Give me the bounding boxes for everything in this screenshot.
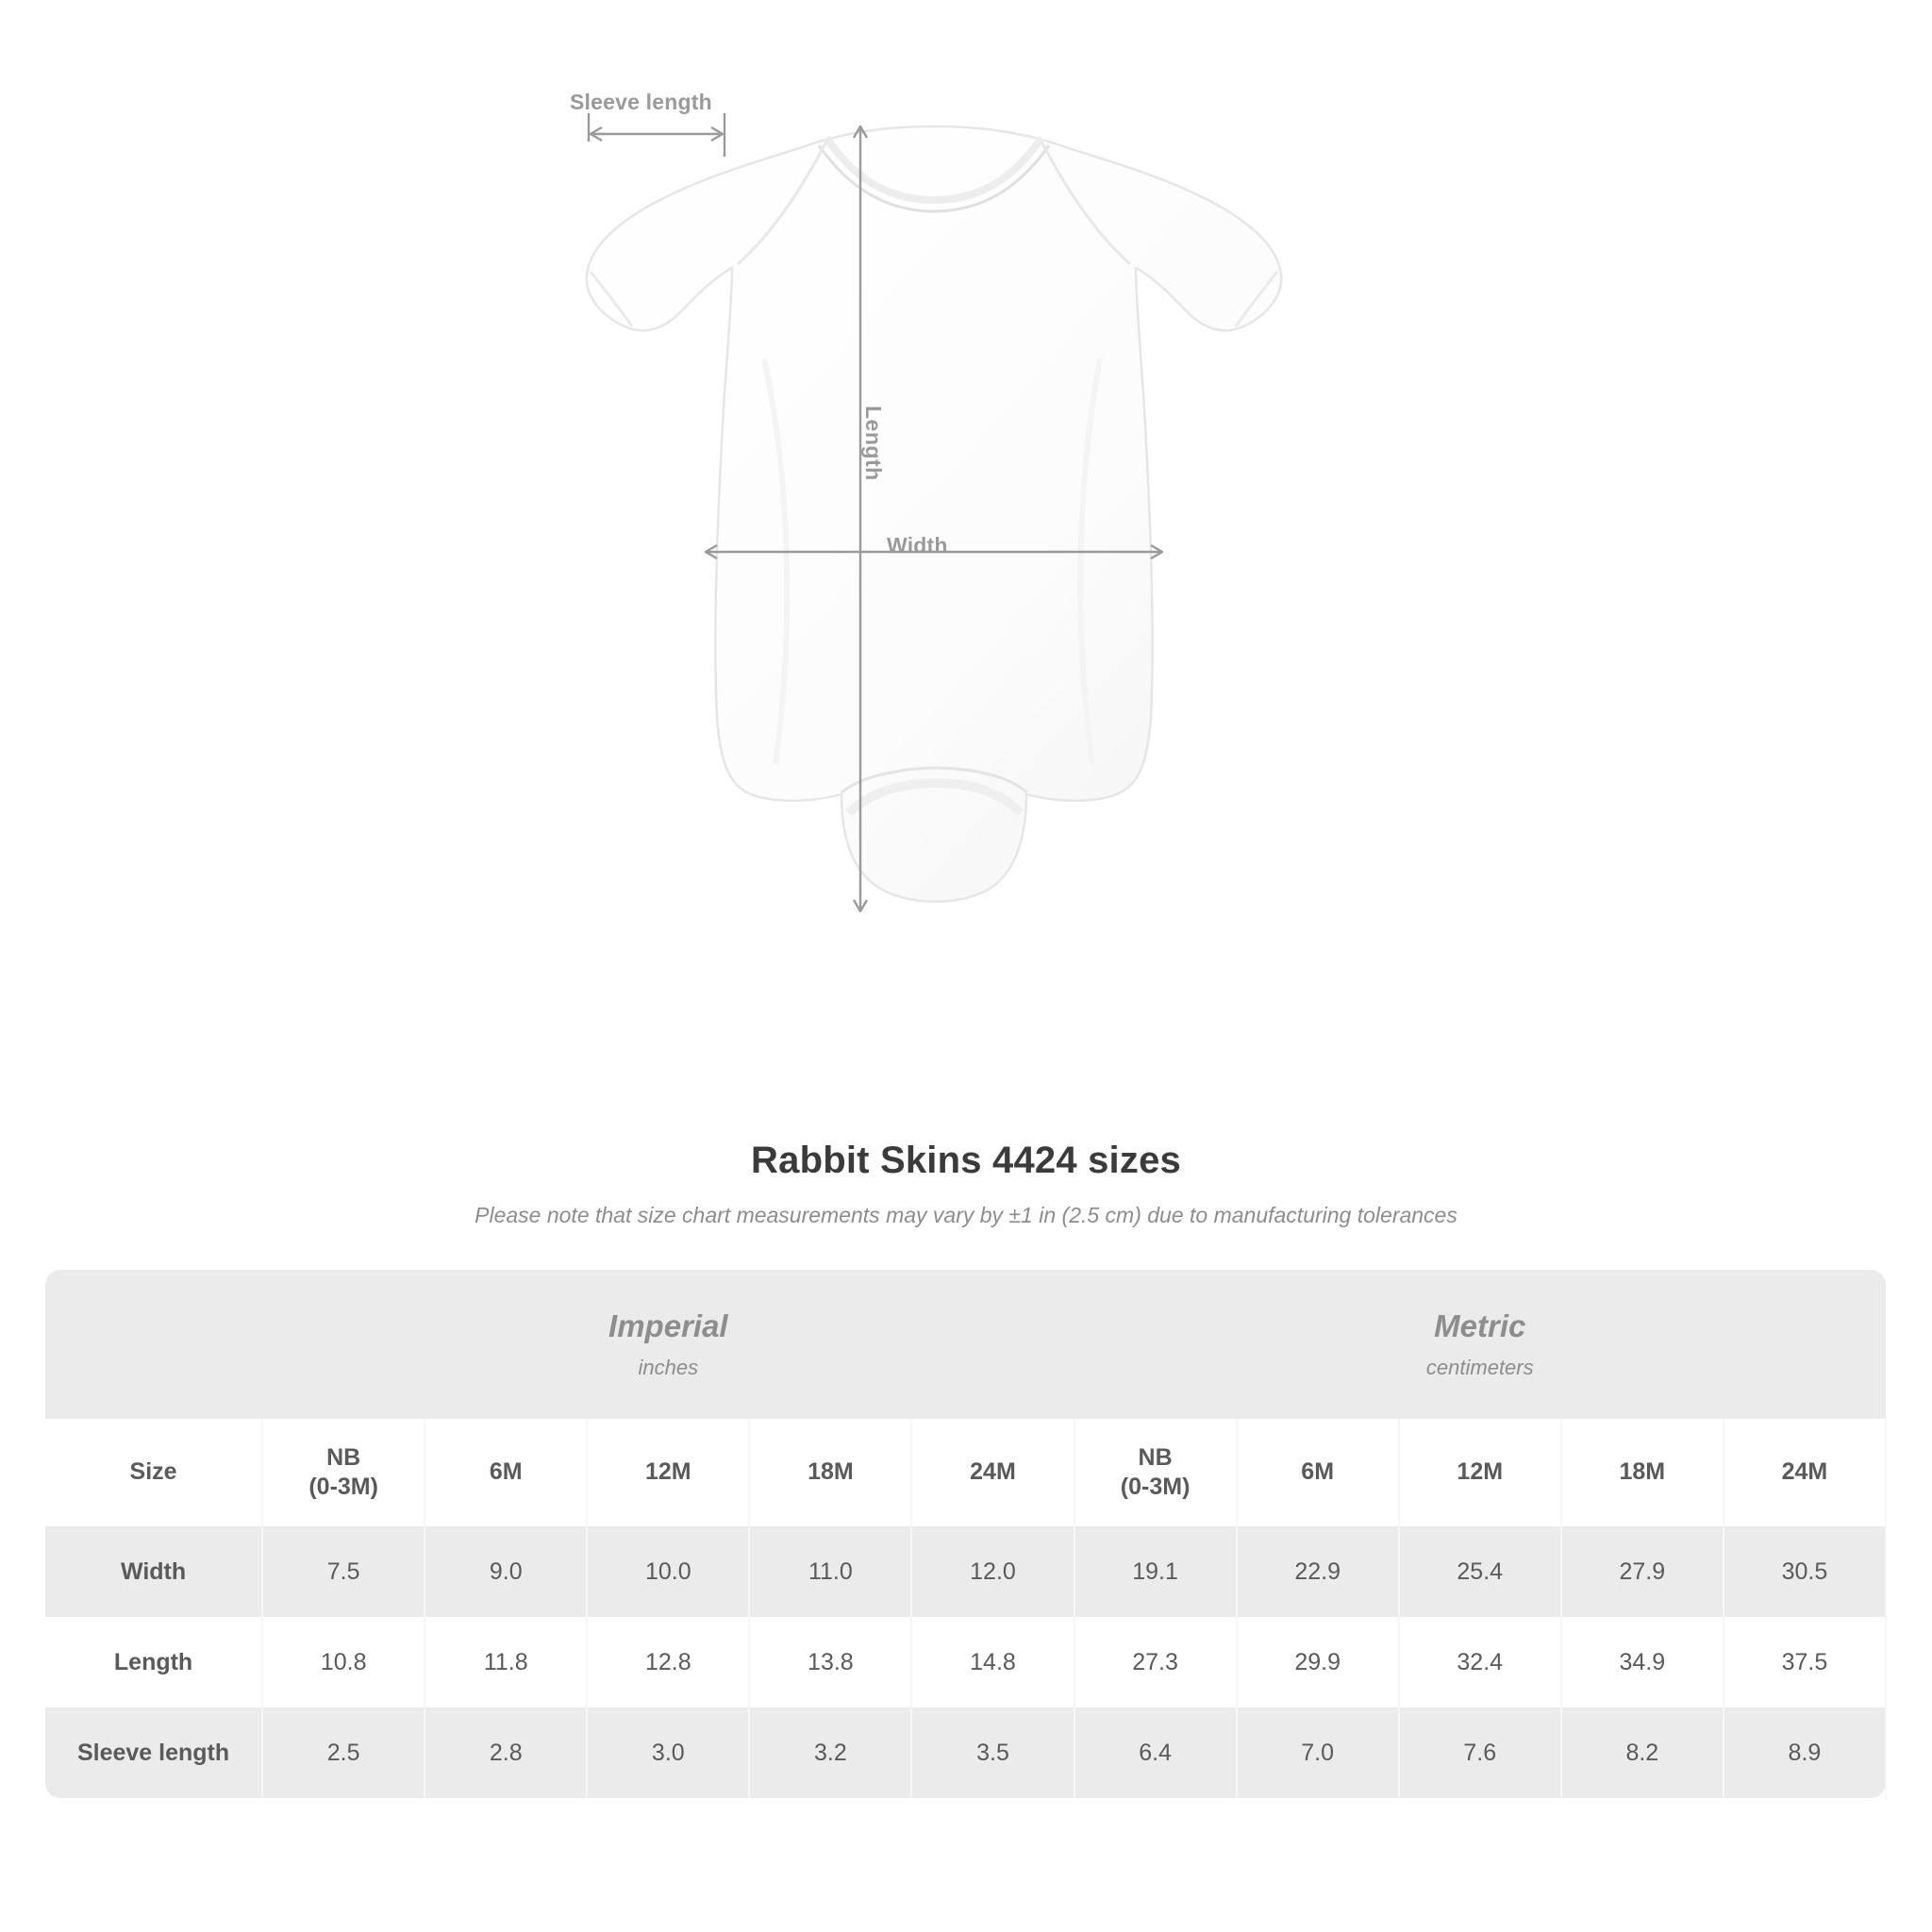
column-header-sub: (0-3M) <box>1120 1474 1191 1500</box>
unit-group-imperial-name: Imperial <box>608 1308 728 1343</box>
unit-group-metric <box>1074 1270 1886 1419</box>
column-header-nb-imperial <box>262 1419 425 1526</box>
column-header-main: NB <box>1138 1443 1173 1471</box>
cell-sleeve-nb-cm: 6.4 <box>1074 1707 1237 1798</box>
column-header-sub: (0-3M) <box>308 1474 378 1500</box>
size-table <box>45 1270 1887 1798</box>
cell-width-nb-in: 7.5 <box>262 1526 425 1617</box>
table-row <box>45 1617 1886 1707</box>
cell-length-nb-in: 10.8 <box>262 1617 425 1707</box>
column-header-row <box>45 1419 1886 1526</box>
column-header-nb-metric <box>1074 1419 1237 1526</box>
column-header-main: NB <box>326 1443 361 1471</box>
unit-group-metric-sub: centimeters <box>1425 1356 1534 1379</box>
width-label: Width <box>887 533 948 558</box>
column-header-12m-imperial: 12M <box>587 1419 749 1526</box>
length-label: Length <box>861 406 886 481</box>
column-header-12m-metric: 12M <box>1399 1419 1561 1526</box>
unit-header-row <box>45 1270 1886 1419</box>
unit-group-imperial <box>262 1270 1074 1419</box>
cell-length-6m-in: 11.8 <box>425 1617 587 1707</box>
column-header-18m-imperial: 18M <box>749 1419 911 1526</box>
cell-length-24m-in: 14.8 <box>911 1617 1074 1707</box>
cell-width-24m-in: 12.0 <box>911 1526 1074 1617</box>
cell-width-6m-cm: 22.9 <box>1237 1526 1399 1617</box>
cell-length-24m-cm: 37.5 <box>1724 1617 1886 1707</box>
cell-width-12m-in: 10.0 <box>587 1526 749 1617</box>
sleeve-length-label: Sleeve length <box>570 90 712 114</box>
cell-length-12m-cm: 32.4 <box>1399 1617 1561 1707</box>
cell-length-12m-in: 12.8 <box>587 1617 749 1707</box>
cell-width-nb-cm: 19.1 <box>1074 1526 1237 1617</box>
row-label-sleeve-length: Sleeve length <box>45 1707 262 1798</box>
column-header-24m-metric: 24M <box>1724 1419 1886 1526</box>
cell-sleeve-18m-cm: 8.2 <box>1561 1707 1724 1798</box>
page-title: Rabbit Skins 4424 sizes <box>751 1140 1181 1181</box>
column-header-size: Size <box>45 1419 262 1526</box>
column-header-6m-metric: 6M <box>1237 1419 1399 1526</box>
column-header-24m-imperial: 24M <box>911 1419 1074 1526</box>
cell-width-12m-cm: 25.4 <box>1399 1526 1561 1617</box>
cell-sleeve-nb-in: 2.5 <box>262 1707 425 1798</box>
cell-length-18m-cm: 34.9 <box>1561 1617 1724 1707</box>
cell-length-6m-cm: 29.9 <box>1237 1617 1399 1707</box>
cell-sleeve-24m-cm: 8.9 <box>1724 1707 1886 1798</box>
table-row <box>45 1707 1886 1798</box>
size-table-wrapper <box>45 1270 1887 1798</box>
cell-width-6m-in: 9.0 <box>425 1526 587 1617</box>
table-row <box>45 1526 1886 1617</box>
column-header-6m-imperial: 6M <box>425 1419 587 1526</box>
cell-sleeve-6m-cm: 7.0 <box>1237 1707 1399 1798</box>
cell-sleeve-12m-cm: 7.6 <box>1399 1707 1561 1798</box>
cell-width-18m-in: 11.0 <box>749 1526 911 1617</box>
cell-sleeve-6m-in: 2.8 <box>425 1707 587 1798</box>
cell-sleeve-24m-in: 3.5 <box>911 1707 1074 1798</box>
bodysuit-graphic <box>566 113 1302 1047</box>
column-header-18m-metric: 18M <box>1561 1419 1724 1526</box>
cell-length-18m-in: 13.8 <box>749 1617 911 1707</box>
unit-group-metric-name: Metric <box>1434 1308 1526 1343</box>
cell-width-18m-cm: 27.9 <box>1561 1526 1724 1617</box>
unit-group-imperial-sub: inches <box>638 1356 699 1379</box>
cell-sleeve-18m-in: 3.2 <box>749 1707 911 1798</box>
row-label-width: Width <box>45 1526 262 1617</box>
cell-sleeve-12m-in: 3.0 <box>587 1707 749 1798</box>
row-label-length: Length <box>45 1617 262 1707</box>
unit-spacer <box>45 1270 262 1419</box>
cell-width-24m-cm: 30.5 <box>1724 1526 1886 1617</box>
bodysuit-svg <box>566 113 1302 1047</box>
cell-length-nb-cm: 27.3 <box>1074 1617 1237 1707</box>
title-block <box>0 1140 1932 1228</box>
tolerance-note: Please note that size chart measurements may vary by ±1 in (2.5 cm) due to manufacturing tolerances <box>475 1203 1457 1227</box>
sleeve-length-guide <box>589 113 724 157</box>
